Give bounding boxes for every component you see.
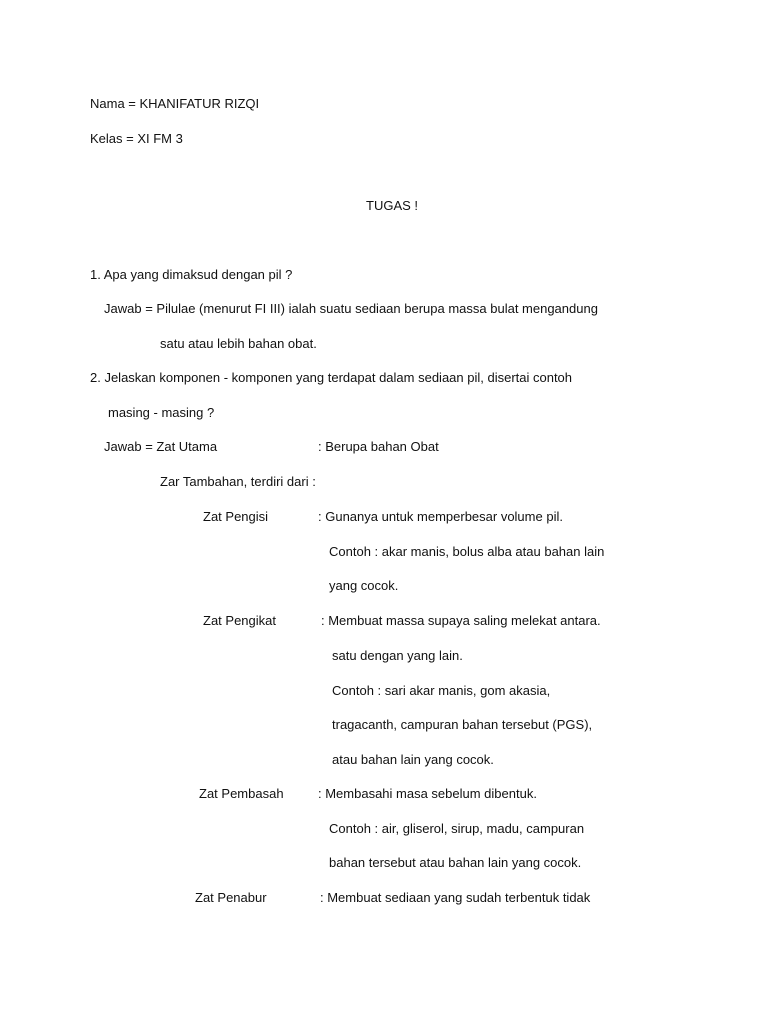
answer-1-line-2: satu atau lebih bahan obat. bbox=[160, 336, 317, 351]
zat-pembasah-line-3: bahan tersebut atau bahan lain yang cocok. bbox=[329, 855, 582, 870]
zat-pengikat-line-1: : Membuat massa supaya saling melekat antara. bbox=[321, 613, 601, 628]
zat-pengikat-line-3: Contoh : sari akar manis, gom akasia, bbox=[332, 683, 551, 698]
zat-pengikat-line-4: tragacanth, campuran bahan tersebut (PGS), bbox=[332, 717, 593, 732]
zat-pembasah-label: Zat Pembasah bbox=[199, 786, 284, 801]
zat-utama-description: : Berupa bahan Obat bbox=[318, 439, 439, 454]
student-class: Kelas = XI FM 3 bbox=[90, 131, 183, 146]
zat-pengisi-line-2: Contoh : akar manis, bolus alba atau bahan lain bbox=[329, 544, 605, 559]
student-name: Nama = KHANIFATUR RIZQI bbox=[90, 96, 260, 111]
zat-tambahan-heading: Zar Tambahan, terdiri dari : bbox=[160, 474, 316, 489]
zat-pengikat-label: Zat Pengikat bbox=[203, 613, 276, 628]
zat-pembasah-line-2: Contoh : air, gliserol, sirup, madu, campuran bbox=[329, 821, 585, 836]
zat-pengisi-line-3: yang cocok. bbox=[329, 578, 399, 593]
question-2-line-1: 2. Jelaskan komponen - komponen yang terdapat dalam sediaan pil, disertai contoh bbox=[90, 370, 573, 385]
zat-pengisi-line-1: : Gunanya untuk memperbesar volume pil. bbox=[318, 509, 563, 524]
question-2-line-2: masing - masing ? bbox=[108, 405, 215, 420]
zat-pembasah-line-1: : Membasahi masa sebelum dibentuk. bbox=[318, 786, 537, 801]
zat-penabur-label: Zat Penabur bbox=[195, 890, 267, 905]
zat-pengisi-label: Zat Pengisi bbox=[203, 509, 269, 524]
zat-pengikat-line-2: satu dengan yang lain. bbox=[332, 648, 463, 663]
zat-penabur-line-1: : Membuat sediaan yang sudah terbentuk tidak bbox=[320, 890, 591, 905]
zat-pengikat-line-5: atau bahan lain yang cocok. bbox=[332, 752, 494, 767]
question-1: 1. Apa yang dimaksud dengan pil ? bbox=[90, 267, 293, 282]
answer-2-label: Jawab = Zat Utama bbox=[104, 439, 218, 454]
answer-1-line-1: Jawab = Pilulae (menurut FI III) ialah suatu sediaan berupa massa bulat mengandung bbox=[104, 301, 598, 316]
page-title: TUGAS ! bbox=[366, 198, 419, 213]
